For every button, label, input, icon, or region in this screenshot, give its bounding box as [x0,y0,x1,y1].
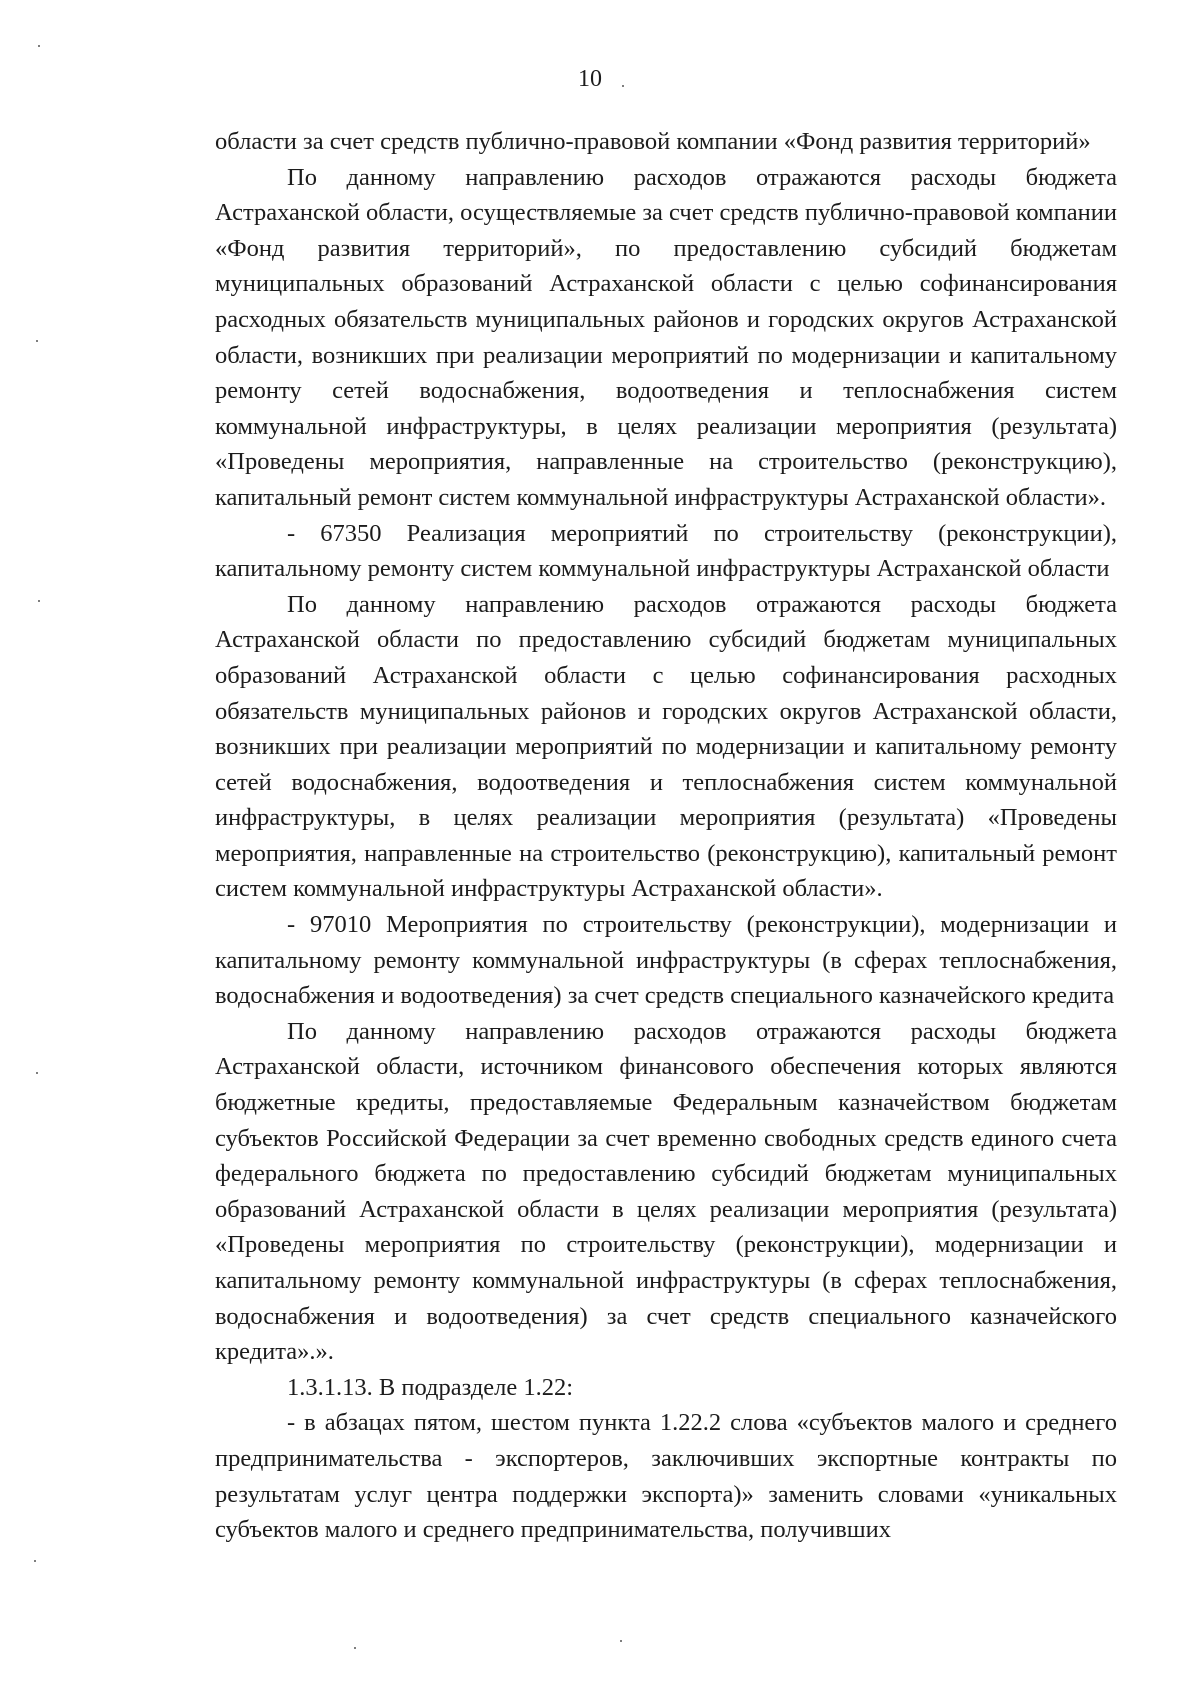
paragraph-amendment-1-22-2: - в абзацах пятом, шестом пункта 1.22.2 слова «субъектов малого и среднего предпринимательства - экспортеров, заключивших экспортные контракты по результатам услуг центра поддержки экспорта)» заменить словами «уникальных субъектов малого и среднего предпринимательства, получивших [215,1409,1117,1544]
paragraph-67350-expenses: По данному направлению расходов отражаются расходы бюджета Астраханской области по предоставлению субсидий бюджетам муниципальных образований Астраханской области с целью софинансирования расходных обязательств муниципальных районов и городских округов Астраханской области, возникших при реализации мероприятий по модернизации и капитальному ремонту сетей водоснабжения, водоотведения и теплоснабжения систем коммунальной инфраструктуры, в целях реализации мероприятия (результата) «Проведены мероприятия, направленные на строительство (реконструкцию), капитальный ремонт систем коммунальной инфраструктуры Астраханской области». [215,590,1117,903]
scan-speck [34,1560,36,1562]
scan-speck [38,45,40,47]
paragraph-fund-title-continuation: области за счет средств публично-правовой компании «Фонд развития территорий» [215,128,1091,155]
scan-speck [36,1072,38,1074]
paragraph-code-67350: - 67350 Реализация мероприятий по строительству (реконструкции), капитальному ремонту систем коммунальной инфраструктуры Астраханской области [215,519,1117,583]
scan-speck [36,340,38,342]
scan-speck [354,1647,356,1649]
scan-speck [38,600,40,602]
document-body [215,124,1117,1548]
page-number: 10 [578,66,602,92]
scan-speck [622,85,624,87]
paragraph-fund-expenses: По данному направлению расходов отражаются расходы бюджета Астраханской области, осуществляемые за счет средств публично-правовой компании «Фонд развития территорий», по предоставлению субсидий бюджетам муниципальных образований Астраханской области с целью софинансирования расходных обязательств муниципальных районов и городских округов Астраханской области, возникших при реализации мероприятий по модернизации и капитальному ремонту сетей водоснабжения, водоотведения и теплоснабжения систем коммунальной инфраструктуры, в целях реализации мероприятия (результата) «Проведены мероприятия, направленные на строительство (реконструкцию), капитальный ремонт систем коммунальной инфраструктуры Астраханской области». [215,163,1117,511]
paragraph-97010-expenses: По данному направлению расходов отражаются расходы бюджета Астраханской области, источником финансового обеспечения которых являются бюджетные кредиты, предоставляемые Федеральным казначейством бюджетам субъектов Российской Федерации за счет временно свободных средств единого счета федерального бюджета по предоставлению субсидий бюджетам муниципальных образований Астраханской области в целях реализации мероприятия (результата) «Проведены мероприятия по строительству (реконструкции), модернизации и капитальному ремонту коммунальной инфраструктуры (в сферах теплоснабжения, водоснабжения и водоотведения) за счет средств специального казначейского кредита».». [215,1017,1117,1366]
paragraph-code-97010: - 97010 Мероприятия по строительству (реконструкции), модернизации и капитальному ремонту коммунальной инфраструктуры (в сферах теплоснабжения, водоснабжения и водоотведения) за счет средств специального казначейского кредита [215,911,1117,1010]
scan-speck [620,1640,622,1642]
paragraph-section-1-3-1-13: 1.3.1.13. В подразделе 1.22: [287,1373,574,1401]
